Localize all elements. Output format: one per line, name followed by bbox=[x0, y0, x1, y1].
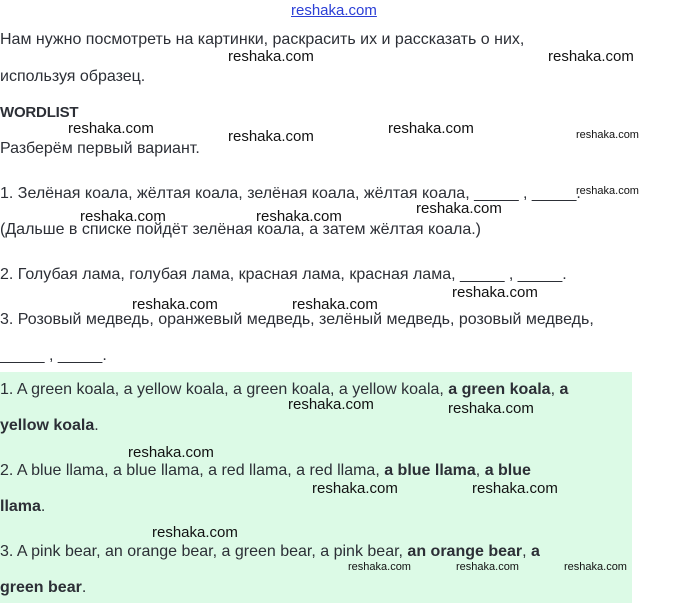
watermark: reshaka.com bbox=[548, 48, 634, 65]
answer-3-line-2: green bear. bbox=[0, 579, 87, 596]
task-3-line-2: _____ , _____. bbox=[0, 347, 107, 364]
intro-line-1: Нам нужно посмотреть на картинки, раскрасить их и рассказать о них, bbox=[0, 31, 525, 48]
watermark: reshaka.com bbox=[452, 284, 538, 301]
answer-2-line-2: llama. bbox=[0, 498, 46, 515]
watermark: reshaka.com bbox=[80, 208, 166, 225]
watermark: reshaka.com bbox=[228, 48, 314, 65]
answer-1-line-1: 1. A green koala, a yellow koala, a green koala, a yellow koala, a green koala, a bbox=[0, 381, 569, 398]
first-variant-text: Разберём первый вариант. bbox=[0, 140, 200, 157]
watermark: reshaka.com bbox=[256, 208, 342, 225]
watermark: reshaka.com bbox=[312, 480, 398, 497]
watermark: reshaka.com bbox=[128, 444, 214, 461]
task-1: 1. Зелёная коала, жёлтая коала, зелёная коала, жёлтая коала, _____ , _____. bbox=[0, 185, 581, 202]
task-2: 2. Голубая лама, голубая лама, красная лама, красная лама, _____ , _____. bbox=[0, 266, 567, 283]
watermark: reshaka.com bbox=[416, 200, 502, 217]
watermark: reshaka.com bbox=[348, 561, 411, 573]
watermark: reshaka.com bbox=[292, 296, 378, 313]
wordlist-title: WORDLIST bbox=[0, 104, 79, 121]
watermark: reshaka.com bbox=[288, 396, 374, 413]
watermark: reshaka.com bbox=[564, 561, 627, 573]
answer-1-line-2: yellow koala. bbox=[0, 417, 99, 434]
watermark: reshaka.com bbox=[472, 480, 558, 497]
watermark: reshaka.com bbox=[576, 129, 639, 141]
watermark: reshaka.com bbox=[68, 120, 154, 137]
watermark: reshaka.com bbox=[152, 524, 238, 541]
answer-2-line-1: 2. A blue llama, a blue llama, a red llama, a red llama, a blue llama, a blue bbox=[0, 462, 531, 479]
watermark: reshaka.com bbox=[576, 185, 639, 197]
watermark: reshaka.com bbox=[456, 561, 519, 573]
watermark: reshaka.com bbox=[388, 120, 474, 137]
watermark: reshaka.com bbox=[228, 128, 314, 145]
watermark: reshaka.com bbox=[132, 296, 218, 313]
watermark-top: reshaka.com bbox=[291, 2, 377, 19]
answer-3-line-1: 3. A pink bear, an orange bear, a green bear, a pink bear, an orange bear, a bbox=[0, 543, 540, 560]
task-1-note: (Дальше в списке пойдёт зелёная коала, а затем жёлтая коала.) bbox=[0, 221, 481, 238]
intro-line-2: используя образец. bbox=[0, 68, 146, 85]
watermark: reshaka.com bbox=[448, 400, 534, 417]
task-3-line-1: 3. Розовый медведь, оранжевый медведь, зелёный медведь, розовый медведь, bbox=[0, 311, 594, 328]
